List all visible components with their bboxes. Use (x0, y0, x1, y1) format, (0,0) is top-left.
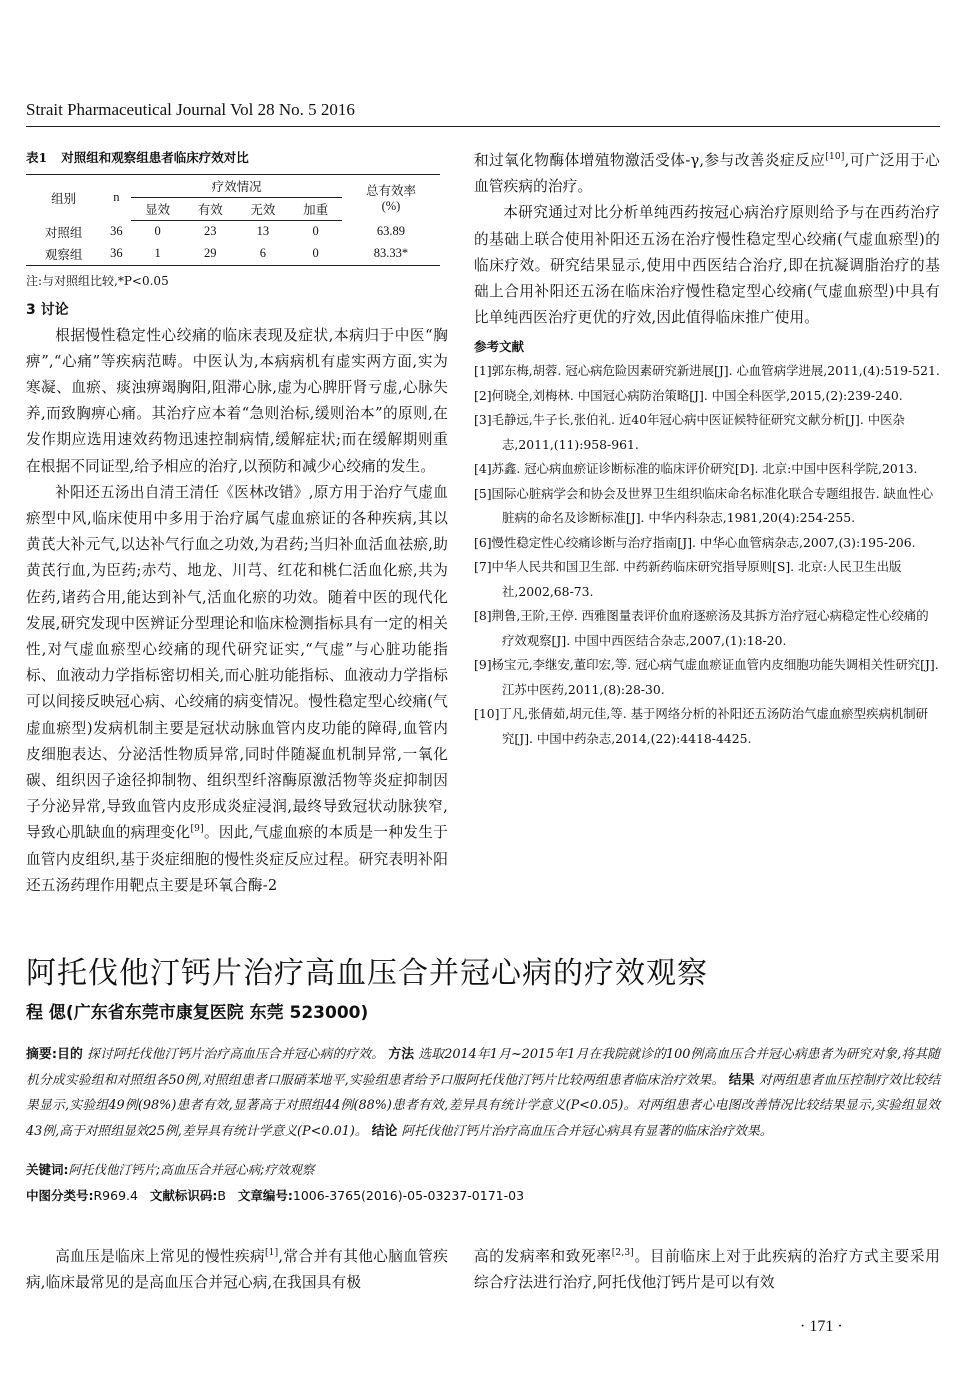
table-number: 表1 (26, 150, 48, 165)
reference-item: [7]中华人民共和国卫生部. 中药新药临床研究指导原则[S]. 北京:人民卫生出版社,2002,68-73. (474, 559, 902, 599)
p2-text: 补阳还五汤出自清王清任《医林改错》,原方用于治疗气虚血瘀型中风,临床使用中多用于治疗属气虚血瘀证的各种疾病,其以黄芪大补元气,以达补气行血之功效,为君药;当归补血活血祛瘀,助黄芪行血,为臣药;赤芍、地龙、川芎、红花和桃仁活血化瘀,共为佐药,诸药合用,能达到补气,活血化瘀的功效。随着中医的现代化发展,研究发现中医辨证分型理论和临床检测指标具有一定的相关性,对气虚血瘀型心绞痛的现代研究证实,“气虚”与心脏功能指标、血液动力学指标密切相关,而心脏功能指标、血液动力学指标可以间接反映冠心病、心绞痛的病变情况。慢性稳定型心绞痛(气虚血瘀型)发病机制主要是冠状动脉血管内皮功能的障碍,血管内皮细胞表达、分泌活性物质异常,同时伴随凝血机制异常,一氧化碳、组织因子途径抑制物、组织型纤溶酶原激活物等炎症抑制因子分泌异常,导致血管内皮形成炎症浸润,最终导致冠状动脉狭窄,导致心肌缺血的病理变化 (26, 483, 448, 842)
th-rate (342, 175, 440, 221)
discussion-heading: 3 讨论 (26, 301, 69, 318)
intro-left-column (26, 1244, 448, 1296)
cell: 对照组 (44, 225, 83, 240)
conclusion-text: 阿托伐他汀钙片治疗高血压合并冠心病具有显著的临床治疗效果。 (401, 1123, 773, 1139)
table-title: 对照组和观察组患者临床疗效对比 (61, 150, 249, 165)
citation: [9] (190, 824, 204, 835)
cell: 1 (131, 243, 184, 266)
references-heading: 参考文献 (474, 339, 525, 355)
intro-paragraph-right (474, 1244, 940, 1296)
article-no-value: 1006-3765(2016)-05-03237-0171-03 (292, 1188, 525, 1203)
th-group: 组别 (26, 175, 101, 221)
article-author: 程 偲(广东省东莞市康复医院 东莞 523000) (26, 1003, 369, 1023)
cell: 63.89 (376, 224, 406, 238)
left-column (26, 148, 448, 899)
intro-right-a: 高的发病率和致死率 (474, 1248, 612, 1265)
reference-item: [8]荆鲁,王阶,王停. 西雅图量表评价血府逐瘀汤及其拆方治疗冠心病稳定性心绞痛的疗效观察[J]. 中国中西医结合杂志,2007,(1):18-20. (474, 608, 929, 648)
cell: 29 (184, 243, 237, 266)
cell: 36 (110, 224, 123, 238)
abstract-label: 摘要: (26, 1047, 57, 1062)
journal-header: Strait Pharmaceutical Journal Vol 28 No. 5 2016 (26, 100, 355, 119)
reference-item: [10]丁凡,张倩茹,胡元佳,等. 基于网络分析的补阳还五汤防治气虚血瘀型疾病机制研究[J]. 中国中药杂志,2014,(22):4418-4425. (474, 706, 929, 746)
doc-code-value: B (217, 1188, 226, 1203)
citation: [1] (264, 1248, 279, 1259)
cell: 6 (237, 243, 290, 266)
cell: 83.33* (342, 243, 440, 266)
th-rate-label: 总有效率 (365, 184, 416, 199)
reference-item: [4]苏鑫. 冠心病血瘀证诊断标准的临床评价研究[D]. 北京:中国中医科学院,2013. (474, 461, 918, 477)
th-rate-unit: (%) (381, 199, 401, 214)
keywords-text: 阿托伐他汀钙片;高血压合并冠心病;疗效观察 (68, 1162, 315, 1177)
th-n: n (101, 175, 131, 221)
discussion-paragraph-2 (26, 480, 448, 899)
th-sub: 有效 (184, 198, 237, 221)
objective-label: 目的 (56, 1047, 83, 1062)
results-table (26, 174, 440, 266)
method-label: 方法 (388, 1047, 415, 1062)
th-effect: 疗效情况 (131, 175, 342, 198)
th-sub: 加重 (289, 198, 342, 221)
th-sub: 显效 (131, 198, 184, 221)
article-no-label: 文章编号: (237, 1188, 293, 1203)
reference-item: [2]何晓全,刘梅林. 中国冠心病防治策略[J]. 中国全科医学,2015,(2):239-240. (474, 387, 903, 403)
classification-line (26, 1186, 940, 1204)
result-label: 结果 (728, 1072, 755, 1088)
intro-left-b: ,常合并有其他心脑血管疾病,临床最常见的是高血压合并冠心病,在我国具有极 (26, 1248, 448, 1292)
p3-text: 和过氧化物酶体增殖物激活受体-γ,参与改善炎症反应 (474, 152, 826, 169)
reference-item: [5]国际心脏病学会和协会及世界卫生组织临床命名标准化联合专题组报告. 缺血性心脏病的命名及诊断标准[J]. 中华内科杂志,1981,20(4):254-255. (474, 485, 934, 526)
discussion-paragraph-4: 本研究通过对比分析单纯西药按冠心病治疗原则给予与在西药治疗的基础上联合使用补阳还五汤在治疗慢性稳定型心绞痛(气虚血瘀型)的临床疗效。研究结果显示,使用中西医结合治疗,即在抗凝调脂治疗的基础上合用补阳还五汤在临床治疗慢性稳定型心绞痛(气虚血瘀型)中具有比单纯西医治疗更优的疗效,因此值得临床推广使用。 (474, 204, 940, 327)
table-note: 注:与对照组比较,*P<0.05 (26, 273, 169, 288)
keywords-line (26, 1160, 940, 1178)
classification-value: R969.4 (93, 1188, 138, 1203)
method-text: 选取2014年1月~2015年1月在我院就诊的100例高血压合并冠心病患者为研究对象,将其随机分成实验组和对照组各50例,对照组患者口服硝苯地平,实验组患者给予口服阿托伐他汀钙片比较两组患者临床治疗效果。 (26, 1047, 940, 1088)
intro-right-column (474, 1244, 940, 1296)
citation: [10] (825, 152, 845, 163)
reference-item: [3]毛静远,牛子长,张伯礼. 近40年冠心病中医证候特征研究文献分析[J]. 中医杂志,2011,(11):958-961. (474, 412, 905, 452)
cell: 观察组 (26, 243, 101, 266)
cell: 0 (289, 243, 342, 266)
keywords-label: 关键词: (26, 1162, 69, 1177)
result-text: 对两组患者血压控制疗效比较结果显示,实验组49例(98%)患者有效,显著高于对照组44例(88%)患者有效,差异具有统计学意义(P<0.05)。对两组患者心电图改善情况比较结果显示,实验组显效43例,高于对照组显效25例,差异具有统计学意义(P<0.01)。 (26, 1072, 941, 1139)
header-rule (26, 126, 940, 127)
cell: 23 (204, 224, 217, 239)
right-column (474, 148, 940, 751)
reference-item: [6]慢性稳定性心绞痛诊断与治疗指南[J]. 中华心血管病杂志,2007,(3):195-206. (474, 534, 916, 550)
intro-right-b: 。目前临床上对于此疾病的治疗方式主要采用综合疗法进行治疗,阿托伐他汀钙片是可以有效 (474, 1248, 940, 1292)
classification-label: 中图分类号: (26, 1188, 94, 1203)
cell: 36 (101, 243, 131, 266)
table-row (26, 243, 440, 266)
table-caption (26, 148, 448, 166)
doc-code-label: 文献标识码: (149, 1188, 218, 1203)
table-row (26, 221, 440, 243)
discussion-paragraph-1: 根据慢性稳定性心绞痛的临床表现及症状,本病归于中医“胸痹”,“心痛”等疾病范畴。中医认为,本病病机有虚实两方面,实为寒凝、血瘀、痰浊痹竭胸阳,阻滞心脉,虚为心脾肝肾亏虚,心脉失养,而致胸痹心痛。其治疗应本着“急则治标,缓则治本”的原则,在发作期应选用速效药物迅速控制病情,缓解症状;而在缓解期则重在根据不同证型,给予相应的治疗,以预防和减少心绞痛的发生。 (26, 326, 448, 475)
p2-tail: 。因此,气虚血瘀的本质是一种发生于血管内皮组织,基于炎症细胞的慢性炎症反应过程。研究表明补阳还五汤药理作用靶点主要是环氧合酶-2 (26, 824, 448, 894)
intro-paragraph-left (26, 1244, 448, 1296)
th-sub: 无效 (237, 198, 290, 221)
conclusion-label: 结论 (371, 1123, 398, 1139)
reference-item: [1]郭东梅,胡蓉. 冠心病危险因素研究新进展[J]. 心血管病学进展,2011,(4):519-521. (474, 363, 940, 379)
article-title: 阿托伐他汀钙片治疗高血压合并冠心病的疗效观察 (26, 956, 708, 991)
cell: 0 (154, 224, 161, 239)
page-number: · 171 · (800, 1318, 843, 1335)
reference-list (474, 359, 940, 751)
citation: [2,3] (611, 1248, 635, 1259)
cell: 13 (256, 224, 270, 239)
cell: 0 (312, 224, 319, 239)
reference-item: [9]杨宝元,李继安,董印宏,等. 冠心病气虚血瘀证血管内皮细胞功能失调相关性研究[J]. 江苏中医药,2011,(8):28-30. (474, 657, 939, 697)
intro-left-a: 高血压是临床上常见的慢性疾病 (55, 1248, 265, 1265)
objective-text: 探讨阿托伐他汀钙片治疗高血压合并冠心病的疗效。 (87, 1047, 385, 1062)
discussion-paragraph-3 (474, 148, 940, 200)
abstract (26, 1042, 940, 1144)
p3-tail: ,可广泛用于心血管疾病的治疗。 (474, 152, 940, 196)
